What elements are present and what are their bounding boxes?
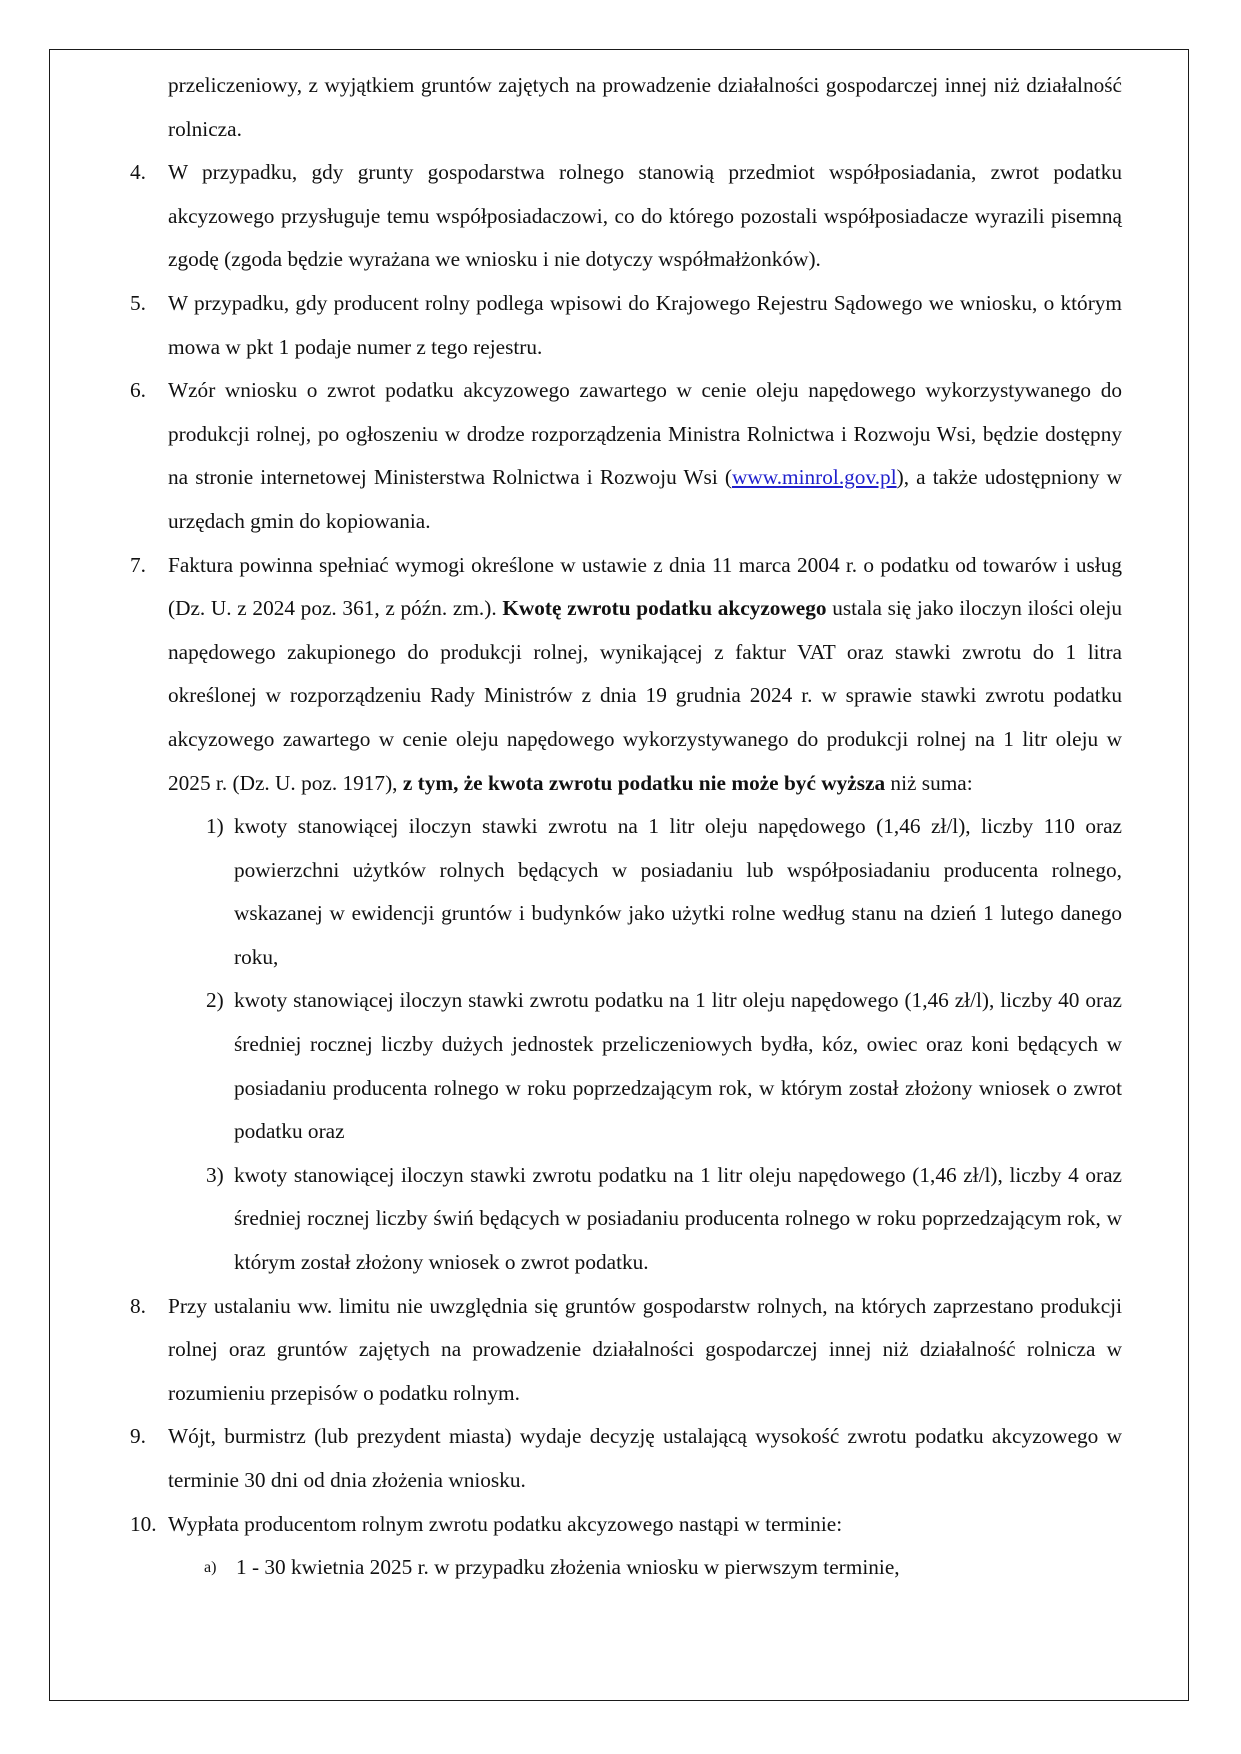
item-number: 9. xyxy=(130,1424,146,1449)
minrol-website-link[interactable]: www.minrol.gov.pl xyxy=(731,465,897,490)
item-text: Wypłata producentom rolnym zwrotu podatku akcyzowego nastąpi w terminie: xyxy=(168,1511,843,1536)
item-text: Wójt, burmistrz (lub prezydent miasta) wydaje decyzję ustalającą wysokość zwrotu podatku akcyzowego w terminie 30 dni od dnia złożenia wniosku. xyxy=(168,1424,1122,1492)
item-text-part-2: ustala się jako iloczyn ilości oleju napędowego zakupionego do produkcji rolnej, wynikającej z faktur VAT oraz stawki zwrotu do 1 litra określonej w rozporządzeniu Rady Ministrów z dnia 19 grudnia 2024 r. w sprawie stawki zwrotu podatku akcyzowego zawartego w cenie oleju napędowego wykorzystywanego do produkcji rolnej na 1 litr oleju w 2025 r. (Dz. U. poz. 1917), xyxy=(168,596,1122,795)
list-item-10 xyxy=(130,1503,1122,1547)
document-body xyxy=(130,64,1122,1590)
item-text-after-link: ), a także udostępniony w urzędach gmin do kopiowania. xyxy=(168,465,1122,533)
continuation-text: przeliczeniowy, z wyjątkiem gruntów zajętych na prowadzenie działalności gospodarczej innej niż działalność rolnicza. xyxy=(168,73,1122,141)
sub-item-text: 1 - 30 kwietnia 2025 r. w przypadku złożenia wniosku w pierwszym terminie, xyxy=(236,1555,900,1580)
list-item-6 xyxy=(130,369,1122,543)
item-text-part-3: niż suma: xyxy=(885,770,973,795)
item-number: 10. xyxy=(130,1511,157,1536)
sub-item-number: 1) xyxy=(206,814,224,839)
sub-item-2 xyxy=(130,979,1122,1153)
item-text: W przypadku, gdy grunty gospodarstwa rolnego stanowią przedmiot współposiadania, zwrot podatku akcyzowego przysługuje temu współposiadaczowi, co do którego pozostali współposiadacze wyrazili pisemną zgodę (zgoda będzie wyrażana we wniosku i nie dotyczy współmałżonków). xyxy=(168,160,1122,272)
item-number: 7. xyxy=(130,552,146,577)
item-text-part-1: Faktura powinna spełniać wymogi określone w ustawie z dnia 11 marca 2004 r. o podatku od towarów i usług (Dz. U. z 2024 poz. 361, z późn. zm.). xyxy=(168,552,1122,621)
sub-item-number: 2) xyxy=(206,988,224,1013)
sub-item-text: kwoty stanowiącej iloczyn stawki zwrotu na 1 litr oleju napędowego (1,46 zł/l), liczby 110 oraz powierzchni użytków rolnych będących w posiadaniu lub współposiadaniu producenta rolnego, wskazanej w ewidencji gruntów i budynków jako użytki rolne według stanu na dzień 1 lutego danego roku, xyxy=(234,814,1122,969)
item-number: 4. xyxy=(130,160,146,185)
sub-item-a xyxy=(130,1546,1122,1590)
sub-item-letter: a) xyxy=(204,1559,217,1577)
item-text-before-link: Wzór wniosku o zwrot podatku akcyzowego zawartego w cenie oleju napędowego wykorzystywanego do produkcji rolnej, po ogłoszeniu w drodze rozporządzenia Ministra Rolnictwa i Rozwoju Wsi, będzie dostępny na stronie internetowej Ministerstwa Rolnictwa i Rozwoju Wsi ( xyxy=(168,378,1122,490)
list-item-7 xyxy=(130,544,1122,806)
item-text: Przy ustalaniu ww. limitu nie uwzględnia się gruntów gospodarstw rolnych, na których zaprzestano produkcji rolnej oraz gruntów zajętych na prowadzenie działalności gospodarczej innej niż działalność rolnicza w rozumieniu przepisów o podatku rolnym. xyxy=(168,1293,1122,1405)
list-item-4 xyxy=(130,151,1122,282)
item-bold-text-1: Kwotę zwrotu podatku akcyzowego xyxy=(502,596,827,621)
continuation-paragraph xyxy=(130,64,1122,151)
sub-item-1 xyxy=(130,805,1122,979)
item-text: W przypadku, gdy producent rolny podlega wpisowi do Krajowego Rejestru Sądowego we wniosku, o którym mowa w pkt 1 podaje numer z tego rejestru. xyxy=(168,290,1122,359)
list-item-8 xyxy=(130,1285,1122,1416)
sub-item-text: kwoty stanowiącej iloczyn stawki zwrotu podatku na 1 litr oleju napędowego (1,46 zł/l), liczby 4 oraz średniej rocznej liczby świń będących w posiadaniu producenta rolnego w roku poprzedzającym rok, w którym został złożony wniosek o zwrot podatku. xyxy=(234,1162,1122,1275)
item-bold-text-2: z tym, że kwota zwrotu podatku nie może być wyższa xyxy=(402,770,886,795)
list-item-5 xyxy=(130,282,1122,369)
item-number: 6. xyxy=(130,378,146,403)
sub-item-text: kwoty stanowiącej iloczyn stawki zwrotu podatku na 1 litr oleju napędowego (1,46 zł/l), liczby 40 oraz średniej rocznej liczby dużych jednostek przeliczeniowych bydła, kóz, owiec oraz koni będących w posiadaniu producenta rolnego w roku poprzedzającym rok, w którym został złożony wniosek o zwrot podatku oraz xyxy=(234,988,1122,1144)
sub-item-3 xyxy=(130,1154,1122,1285)
list-item-9 xyxy=(130,1415,1122,1502)
item-number: 5. xyxy=(130,290,146,315)
sub-item-number: 3) xyxy=(206,1162,224,1187)
item-number: 8. xyxy=(130,1293,146,1318)
